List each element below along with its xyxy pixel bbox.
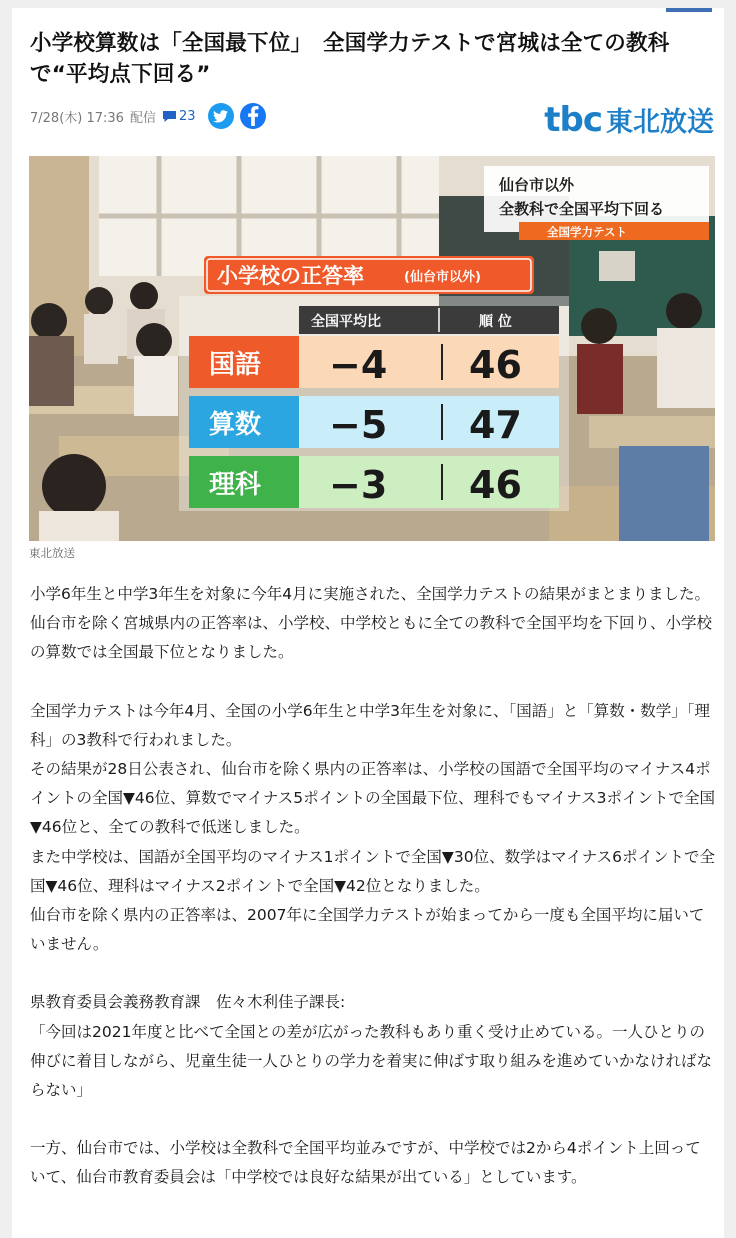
comment-count: 23 (178, 108, 196, 124)
overlay-score-row (189, 456, 559, 508)
overlay-score-row (189, 396, 559, 448)
overlay-table-title-note: (仙台市以外) (404, 270, 481, 285)
publisher-logo-mark: tbc (544, 99, 602, 140)
photo-caption: 東北放送 (29, 546, 75, 560)
publisher-logo[interactable] (544, 100, 714, 139)
body-paragraph: 小学6年生と中学3年生を対象に今年4月に実施された、全国学力テストの結果がまとまりました。仙台市を除く宮城県内の正答率は、小学校、中学校ともに全ての教科で全国平均を下回り、小学校の算数では全国最下位となりました。 (30, 585, 713, 662)
overlay-col-diff: 全国平均比 (311, 314, 381, 330)
overlay-topic-line2: 全教科で全国平均下回る (499, 200, 665, 218)
article-meta (30, 104, 266, 128)
overlay-rank-value: 46 (469, 463, 522, 507)
overlay-rank-value: 46 (469, 343, 522, 387)
article-card (12, 8, 724, 1238)
paragraph-gap (30, 959, 716, 988)
body-paragraph: 一方、仙台市では、小学校は全教科で全国平均並みですが、中学校では2から4ポイント上回っていて、仙台市教育委員会は「中学校では良好な結果が出ている」としています。 (30, 1139, 701, 1187)
facebook-icon (247, 106, 259, 126)
overlay-topic-line1: 仙台市以外 (499, 176, 575, 194)
distribution-label: 配信 (129, 110, 156, 126)
comment-link[interactable] (162, 109, 196, 124)
overlay-diff-value: −4 (329, 343, 388, 387)
overlay-diff-value: −5 (329, 403, 388, 447)
article-photo[interactable] (29, 156, 715, 541)
facebook-share-button[interactable] (240, 103, 266, 129)
top-accent-bar (666, 8, 712, 12)
comment-icon (162, 110, 177, 123)
overlay-subject: 算数 (209, 410, 262, 440)
body-paragraph: その結果が28日公表され、仙台市を除く県内の正答率は、小学校の国語で全国平均のマイナス4ポイントの全国▼46位、算数でマイナス5ポイントの全国最下位、理科でもマイナス3ポイントで全国▼46位と、全ての教科で低迷しました。 (30, 760, 716, 837)
twitter-icon (213, 110, 228, 123)
body-paragraph: 全国学力テストは今年4月、全国の小学6年生と中学3年生を対象に、「国語」と「算数・数学」「理科」の3教科で行われました。 (30, 701, 710, 749)
paragraph-gap (30, 1105, 716, 1134)
body-quote: 「今回は2021年度と比べて全国との差が広がった教科もあり重く受け止めている。一人ひとりの伸びに着目しながら、児童生徒一人ひとりの学力を着実に伸ばす取り組みを進めていかなければならない」 (30, 1022, 713, 1100)
body-paragraph: 仙台市を除く県内の正答率は、2007年に全国学力テストが始まってから一度も全国平均に届いていません。 (30, 906, 705, 954)
article-body (30, 580, 716, 1193)
overlay-diff-value: −3 (329, 463, 388, 507)
twitter-share-button[interactable] (208, 103, 234, 129)
overlay-score-row (189, 336, 559, 388)
article-title: 小学校算数は「全国最下位」 全国学力テストで宮城は全ての教科で“平均点下回る” (30, 31, 670, 87)
publish-date: 7/28(木) 17:36 (30, 110, 124, 126)
overlay-subject: 国語 (209, 350, 262, 380)
overlay-col-rank: 順 位 (479, 314, 512, 330)
classroom-photo-illustration (29, 156, 715, 541)
paragraph-gap (30, 668, 716, 697)
publisher-logo-text: 東北放送 (606, 107, 714, 138)
overlay-table-title: 小学校の正答率 (217, 264, 364, 288)
body-paragraph: また中学校は、国語が全国平均のマイナス1ポイントで全国▼30位、数学はマイナス6ポイントで全国▼46位、理科はマイナス2ポイントで全国▼42位となりました。 (30, 847, 716, 895)
overlay-topic-tag: 全国学力テスト (547, 225, 628, 239)
overlay-rank-value: 47 (469, 403, 522, 447)
body-paragraph: 県教育委員会義務教育課 佐々木利佳子課長: (30, 993, 346, 1012)
overlay-subject: 理科 (209, 470, 262, 500)
